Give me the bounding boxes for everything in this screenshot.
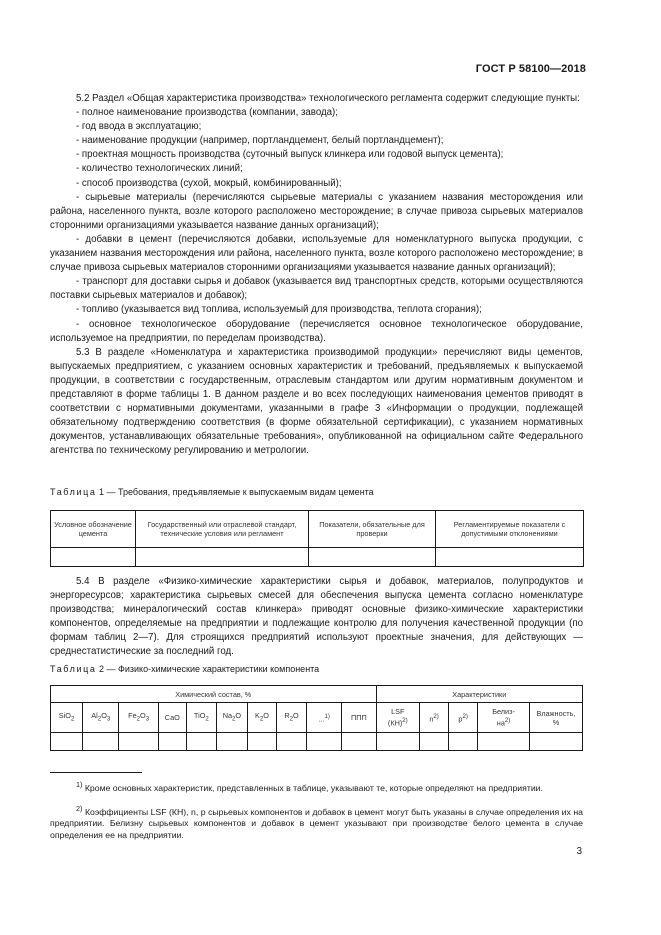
table1-header-cell: Показатели, обязательные для проверки <box>309 511 436 548</box>
chem-col-header: ...$^{1)}$ <box>307 703 342 733</box>
paragraph: - сырьевые материалы (перечисляются сырьевые материалы с указанием названия месторождения или района, населенного пункта, возле которого расположено месторождение; в случае привоза сырьевых материалов сторонними организациями указывается название данных организаций); <box>50 191 583 231</box>
chem-col-header: ППП <box>342 703 376 733</box>
page-number: 3 <box>576 846 582 857</box>
char-col-header-p: $p^{2)}$ <box>449 703 478 733</box>
chem-col-header: CaO <box>158 703 186 733</box>
table1-caption-text: 1 — Требования, предъявляемые к выпускаемым видам цемента <box>96 487 374 497</box>
chem-col-header: SiO$_2$ <box>51 703 83 733</box>
table2-empty-row <box>51 733 583 751</box>
paragraph: - транспорт для доставки сырья и добавок (указывается вид транспортных средств, которыми осуществляются поставки сырьевых материалов и добавок); <box>50 276 583 302</box>
paragraph: - основное технологическое оборудование (перечисляется основное технологическое оборудование, используемое на предприятии, по переделам производства). <box>50 318 583 344</box>
paragraph: 5.3 В разделе «Номенклатура и характеристика производимой продукции» перечисляют виды цементов, выпускаемых предприятием, с указанием основных характеристик и требований, предъявляемых к выпускаемой продукции, в соответствии с государственным, отраслевым стандартом или другим нормативным документом и представляют в форме таблицы 1. В данном разделе и во всех последующих наименования цементов приводят в соответствии с нормативными документами, указанными в графе 3 «Информации о продукции, подлежащей обязательному подтверждению соответствия (в форме обязательной сертификации), с указанием нормативных документов, устанавливающих обязательные требования», опубликованной на официальном сайте Федерального агентства по техническому регулированию и метрологии. <box>50 346 583 457</box>
char-col-header-whiteness: Белиз- $на^{2)}$ <box>478 703 530 733</box>
paragraph: 5.4 В разделе «Физико-химические характеристики сырья и добавок, материалов, полупродуктов и энергоресурсов; характеристика сырьевых смесей для обеспечения выпуска цемента согласно номенклатуре производства; минералогический состав клинкера» приводят основные физико-химические характеристики компонентов, определяемые на предприятии и подлежащие контролю для получения качественной продукции (по формам таблиц 2—7). Для строящихся предприятий используют проектные значения, для действующих — среднестатистические за последний год. <box>50 576 583 658</box>
char-col-header-lsf: LSF (КН)$^{2)}$ <box>376 703 420 733</box>
paragraph: - добавки в цемент (перечисляются добавки, используемые для номенклатурного выпуска продукции, с указанием названия месторождения или района, населенного пункта, возле которого расположено месторождение; в случае привоза сырьевых материалов сторонними организациями указывается название данных организаций); <box>50 233 583 274</box>
paragraph: - год ввода в эксплуатацию; <box>76 121 202 133</box>
section-5-2-5-3 <box>50 92 583 458</box>
section-5-4 <box>50 575 583 660</box>
table1-caption <box>50 487 374 497</box>
paragraph: - количество технологических линий; <box>76 163 243 175</box>
chem-col-header: $K_2O$ <box>247 703 276 733</box>
standard-header: ГОСТ Р 58100—2018 <box>475 63 586 75</box>
table1-header-row <box>51 511 584 548</box>
chem-col-header: $Fe_2O_3$ <box>119 703 158 733</box>
chem-col-header: TiO$_2$ <box>186 703 216 733</box>
table2-group-row <box>51 686 583 703</box>
table1-header-cell: Государственный или отраслевой стандарт, технические условия или регламент <box>136 511 309 548</box>
footnote-2: $^{2)}$ Коэффициенты LSF (КН), n, p сырьевых компонентов и добавок в цемент могут быть указаны в случае определения их на предприятии. Белизну сырьевых компонентов и добавок в цемент указывают при производстве белого цемента в случае определения ее на предприятии. <box>50 804 583 840</box>
table1 <box>50 510 584 567</box>
table2 <box>50 685 583 751</box>
paragraph: - способ производства (сухой, мокрый, комбинированный); <box>76 177 342 189</box>
paragraph: - топливо (указывается вид топлива, используемый для производства, теплота сгорания); <box>76 304 482 316</box>
footnote-separator <box>50 772 142 773</box>
table2-caption-text: 2 — Физико-химические характеристики компонента <box>96 664 320 674</box>
table2-caption <box>50 664 319 674</box>
paragraph: 5.2 Раздел «Общая характеристика производства» технологического регламента содержит следующие пункты: <box>76 93 580 104</box>
chem-col-header: $Na_2O$ <box>216 703 247 733</box>
char-col-header-moisture: Влажность, % <box>529 703 582 733</box>
characteristics-group: Характеристики <box>376 686 582 703</box>
table1-empty-row <box>51 548 584 567</box>
chem-col-header: $Al_2O_3$ <box>83 703 119 733</box>
table1-header-cell: Регламентируемые показатели с допустимыми отклонениями <box>436 511 584 548</box>
paragraph: - полное наименование производства (компании, завода); <box>76 107 338 119</box>
paragraph: - проектная мощность производства (суточный выпуск клинкера или годовой выпуск цемента); <box>76 149 504 161</box>
char-col-header-n: $n^{2)}$ <box>420 703 449 733</box>
table1-header-cell: Условное обозначение цемента <box>51 511 136 548</box>
table2-label: Таблица <box>50 664 97 674</box>
footnote-1: $^{1)}$ Кроме основных характеристик, представленных в таблице, указывают те, которые определяют на предприятии. <box>76 780 543 793</box>
table1-label: Таблица <box>50 487 97 497</box>
chemical-composition-group: Химический состав, % <box>51 686 377 703</box>
paragraph: - наименование продукции (например, портландцемент, белый портландцемент); <box>76 135 444 147</box>
table2-header-row <box>51 703 583 733</box>
chem-col-header: $R_2O$ <box>276 703 306 733</box>
